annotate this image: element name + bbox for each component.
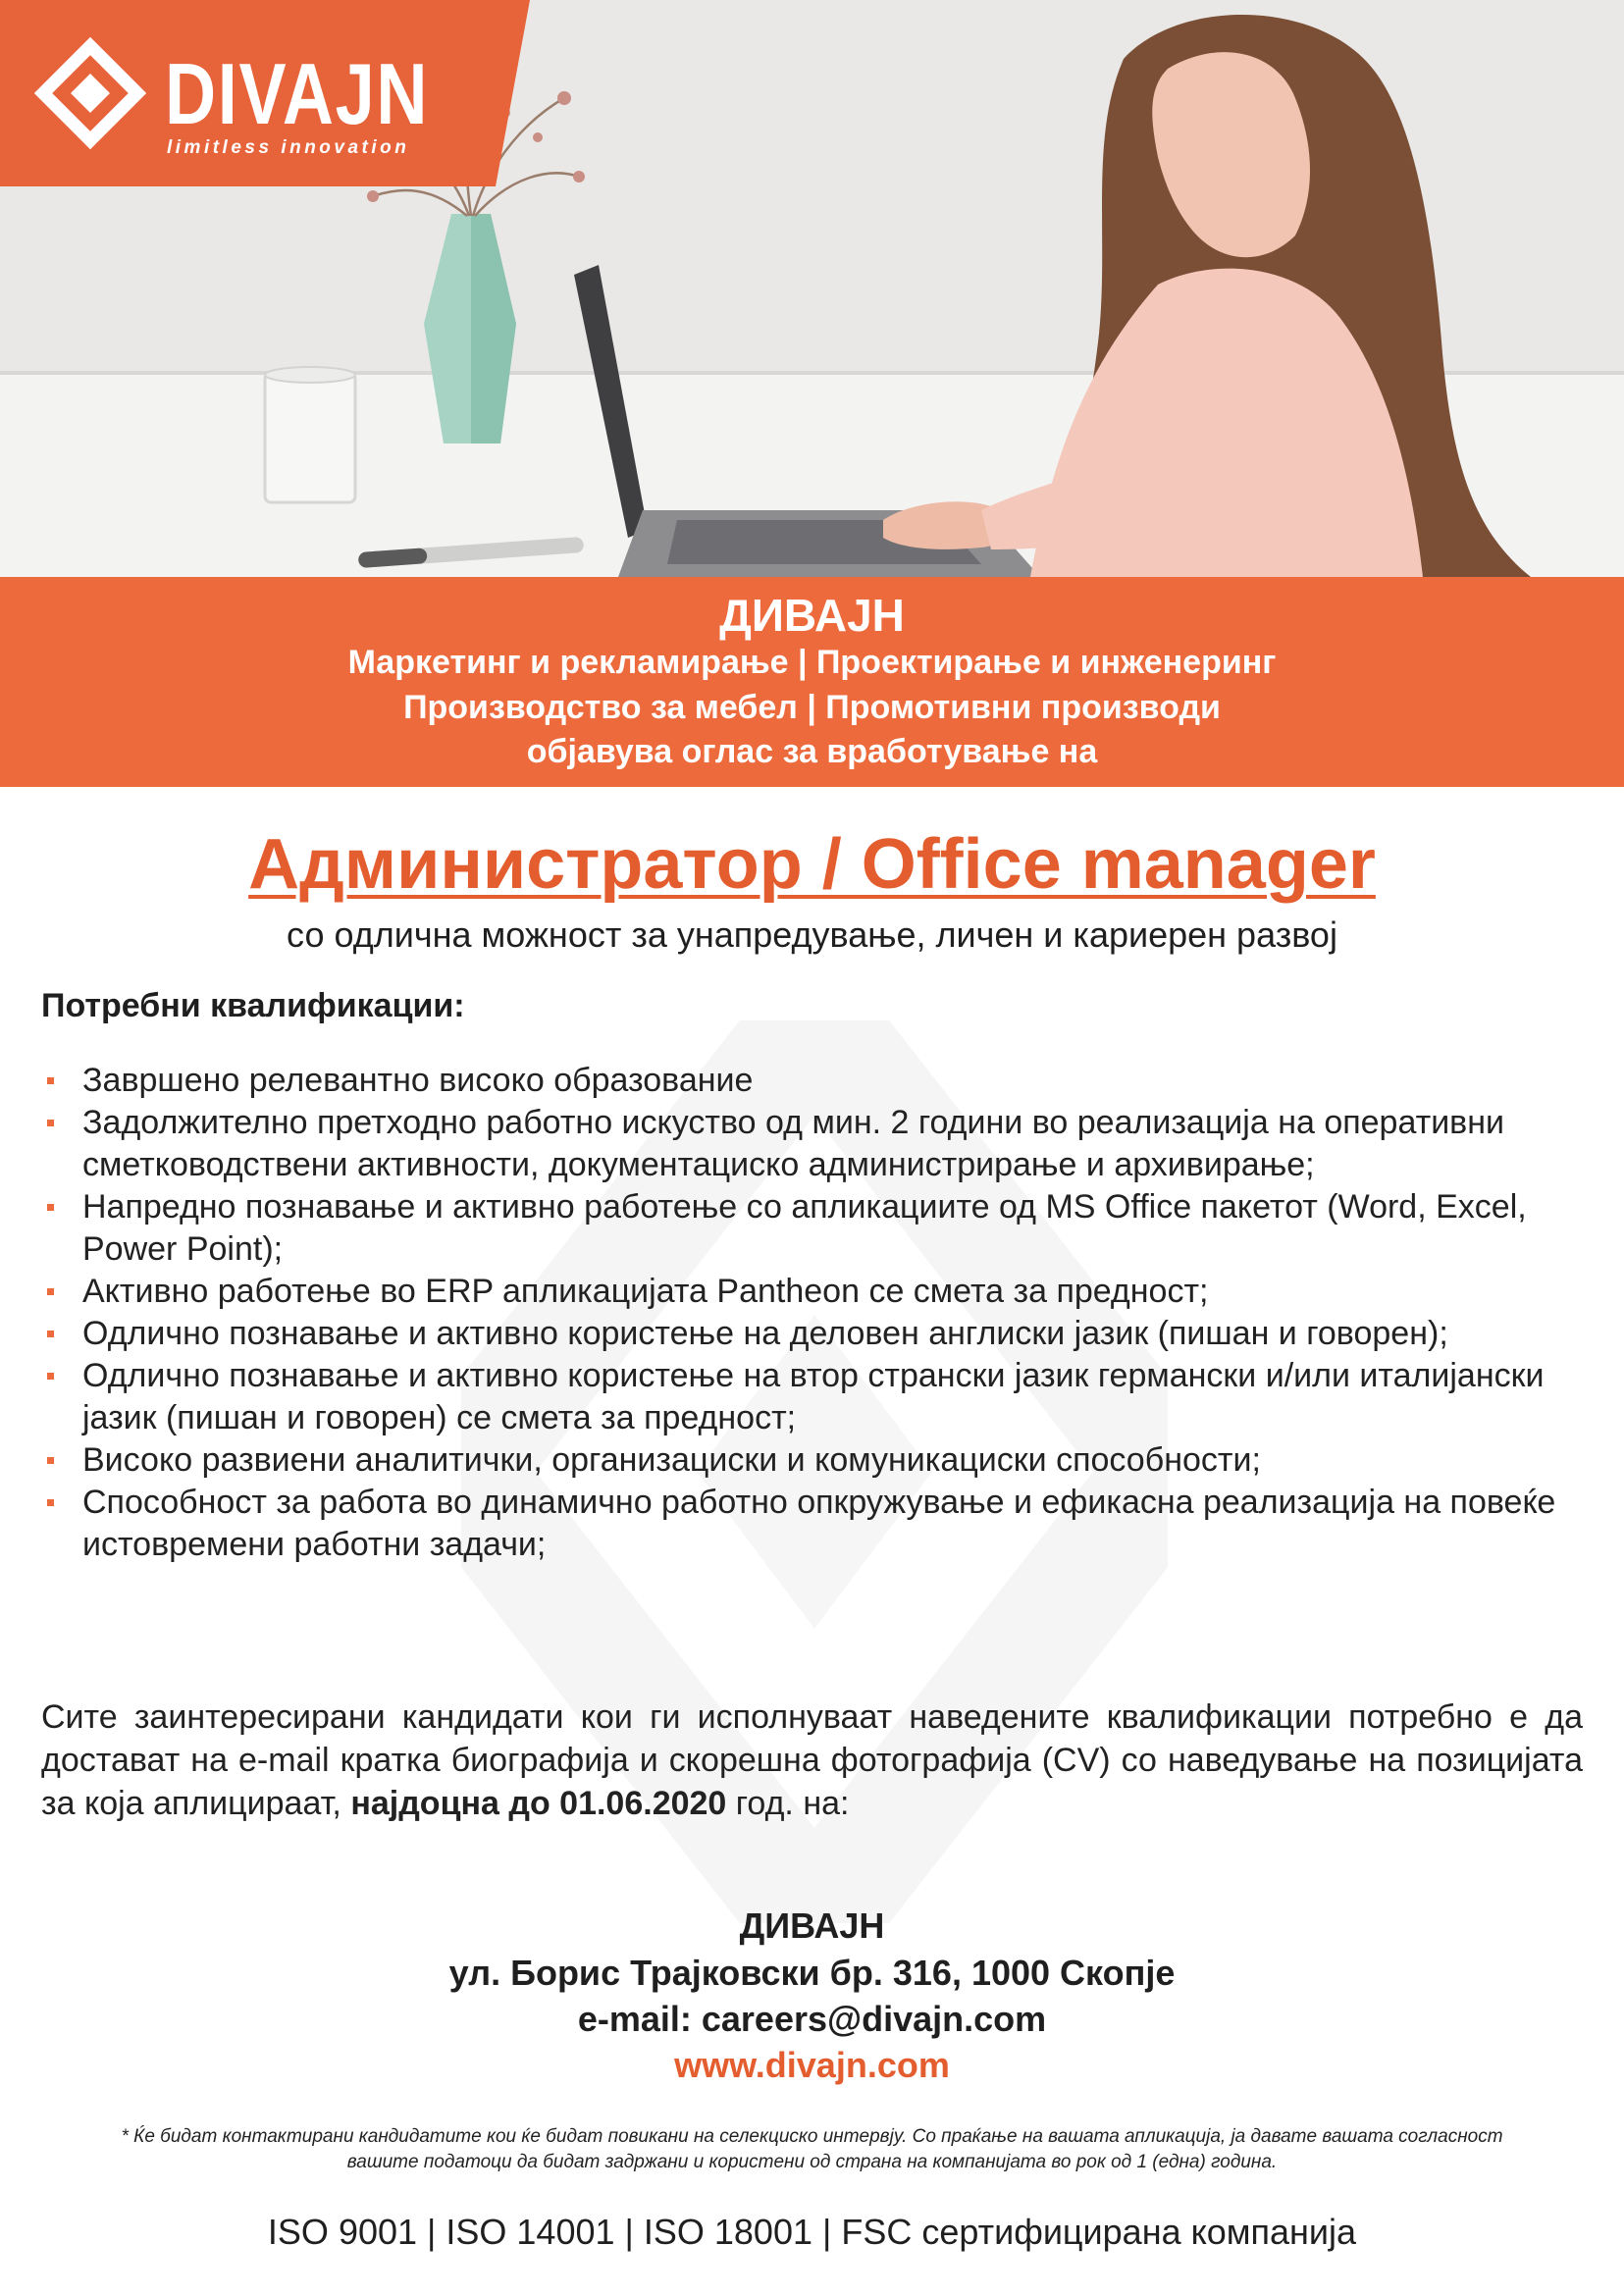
job-title: Администратор / Office manager — [248, 825, 1376, 904]
logo-wordmark: DIVAJN — [165, 45, 430, 142]
company-name: ДИВАЈН — [719, 590, 905, 641]
list-item: Одлично познавање и активно користење на втор странски јазик германски и/или италијански јазик (пишан и говорен) се смета за предност; — [41, 1355, 1592, 1439]
list-item: Напредно познавање и активно работење со апликациите од MS Office пакетот (Word, Excel, Power Point); — [41, 1186, 1592, 1271]
logo-tagline: limitless innovation — [167, 137, 410, 158]
privacy-footnote: * Ќе бидат контактирани кандидатите кои ќе бидат повикани на селекциско интервју. Со праќање на вашата апликација, ја давате вашата согласност вашите податоци да бидат задржани и користени од страна на компанијата во рок од 1 (една) година. — [121, 2126, 1503, 2172]
hero-photo — [0, 0, 1624, 577]
company-activities-line-2: Производство за мебел | Промотивни производи — [403, 689, 1221, 726]
bullet-square-icon — [47, 1077, 54, 1084]
qualifications-list — [41, 1060, 1592, 1566]
bullet-square-icon — [47, 1288, 54, 1295]
glass-shape — [265, 373, 355, 502]
bullet-square-icon — [47, 1499, 54, 1506]
company-activities-line-1: Маркетинг и рекламирање | Проектирање и инженеринг — [347, 644, 1277, 681]
announcement-line: објавува оглас за вработување на — [526, 733, 1098, 770]
bullet-square-icon — [47, 1331, 54, 1337]
list-item: Високо развиени аналитички, организациски и комуникациски способности; — [41, 1439, 1592, 1482]
bullet-square-icon — [47, 1120, 54, 1126]
list-item: Способност за работа во динамично работно опкружување и ефикасна реализација на повеќе истовремени работни задачи; — [41, 1482, 1592, 1566]
application-instructions: Сите заинтересирани кандидати кои ги исполнуваат наведените квалификации потребно е да достават на e-mail кратка биографија и скорешна фотографија (CV) со наведување на позицијата за која аплицираат, најдоцна до 01.06.2020 год. на: — [41, 1698, 1583, 1822]
list-item: Активно работење во ERP апликацијата Pantheon се смета за предност; — [41, 1271, 1592, 1313]
qualifications-heading: Потребни квалификации: — [41, 987, 465, 1024]
contact-address: ул. Борис Трајковски бр. 316, 1000 Скопје — [448, 1953, 1176, 1993]
job-subtitle: со одлична можност за унапредување, личен и кариерен развој — [287, 914, 1337, 955]
certification-line: ISO 9001 | ISO 14001 | ISO 18001 | FSC сертифицирана компанија — [267, 2212, 1357, 2252]
bullet-square-icon — [47, 1204, 54, 1211]
contact-email[interactable]: e-mail: careers@divajn.com — [577, 1999, 1047, 2039]
bullet-square-icon — [47, 1457, 54, 1464]
bullet-square-icon — [47, 1373, 54, 1380]
application-deadline: најдоцна до 01.06.2020 — [350, 1785, 727, 1822]
list-item: Задолжително претходно работно искуство од мин. 2 години во реализација на оперативни сметководствени активности, документациско администрирање и архивирање; — [41, 1102, 1592, 1186]
list-item: Завршено релевантно високо образование — [41, 1060, 1592, 1102]
website-link[interactable]: www.divajn.com — [674, 2045, 950, 2085]
list-item: Одлично познавање и активно користење на деловен англиски јазик (пишан и говорен); — [41, 1313, 1592, 1355]
contact-company-name: ДИВАЈН — [739, 1905, 885, 1946]
